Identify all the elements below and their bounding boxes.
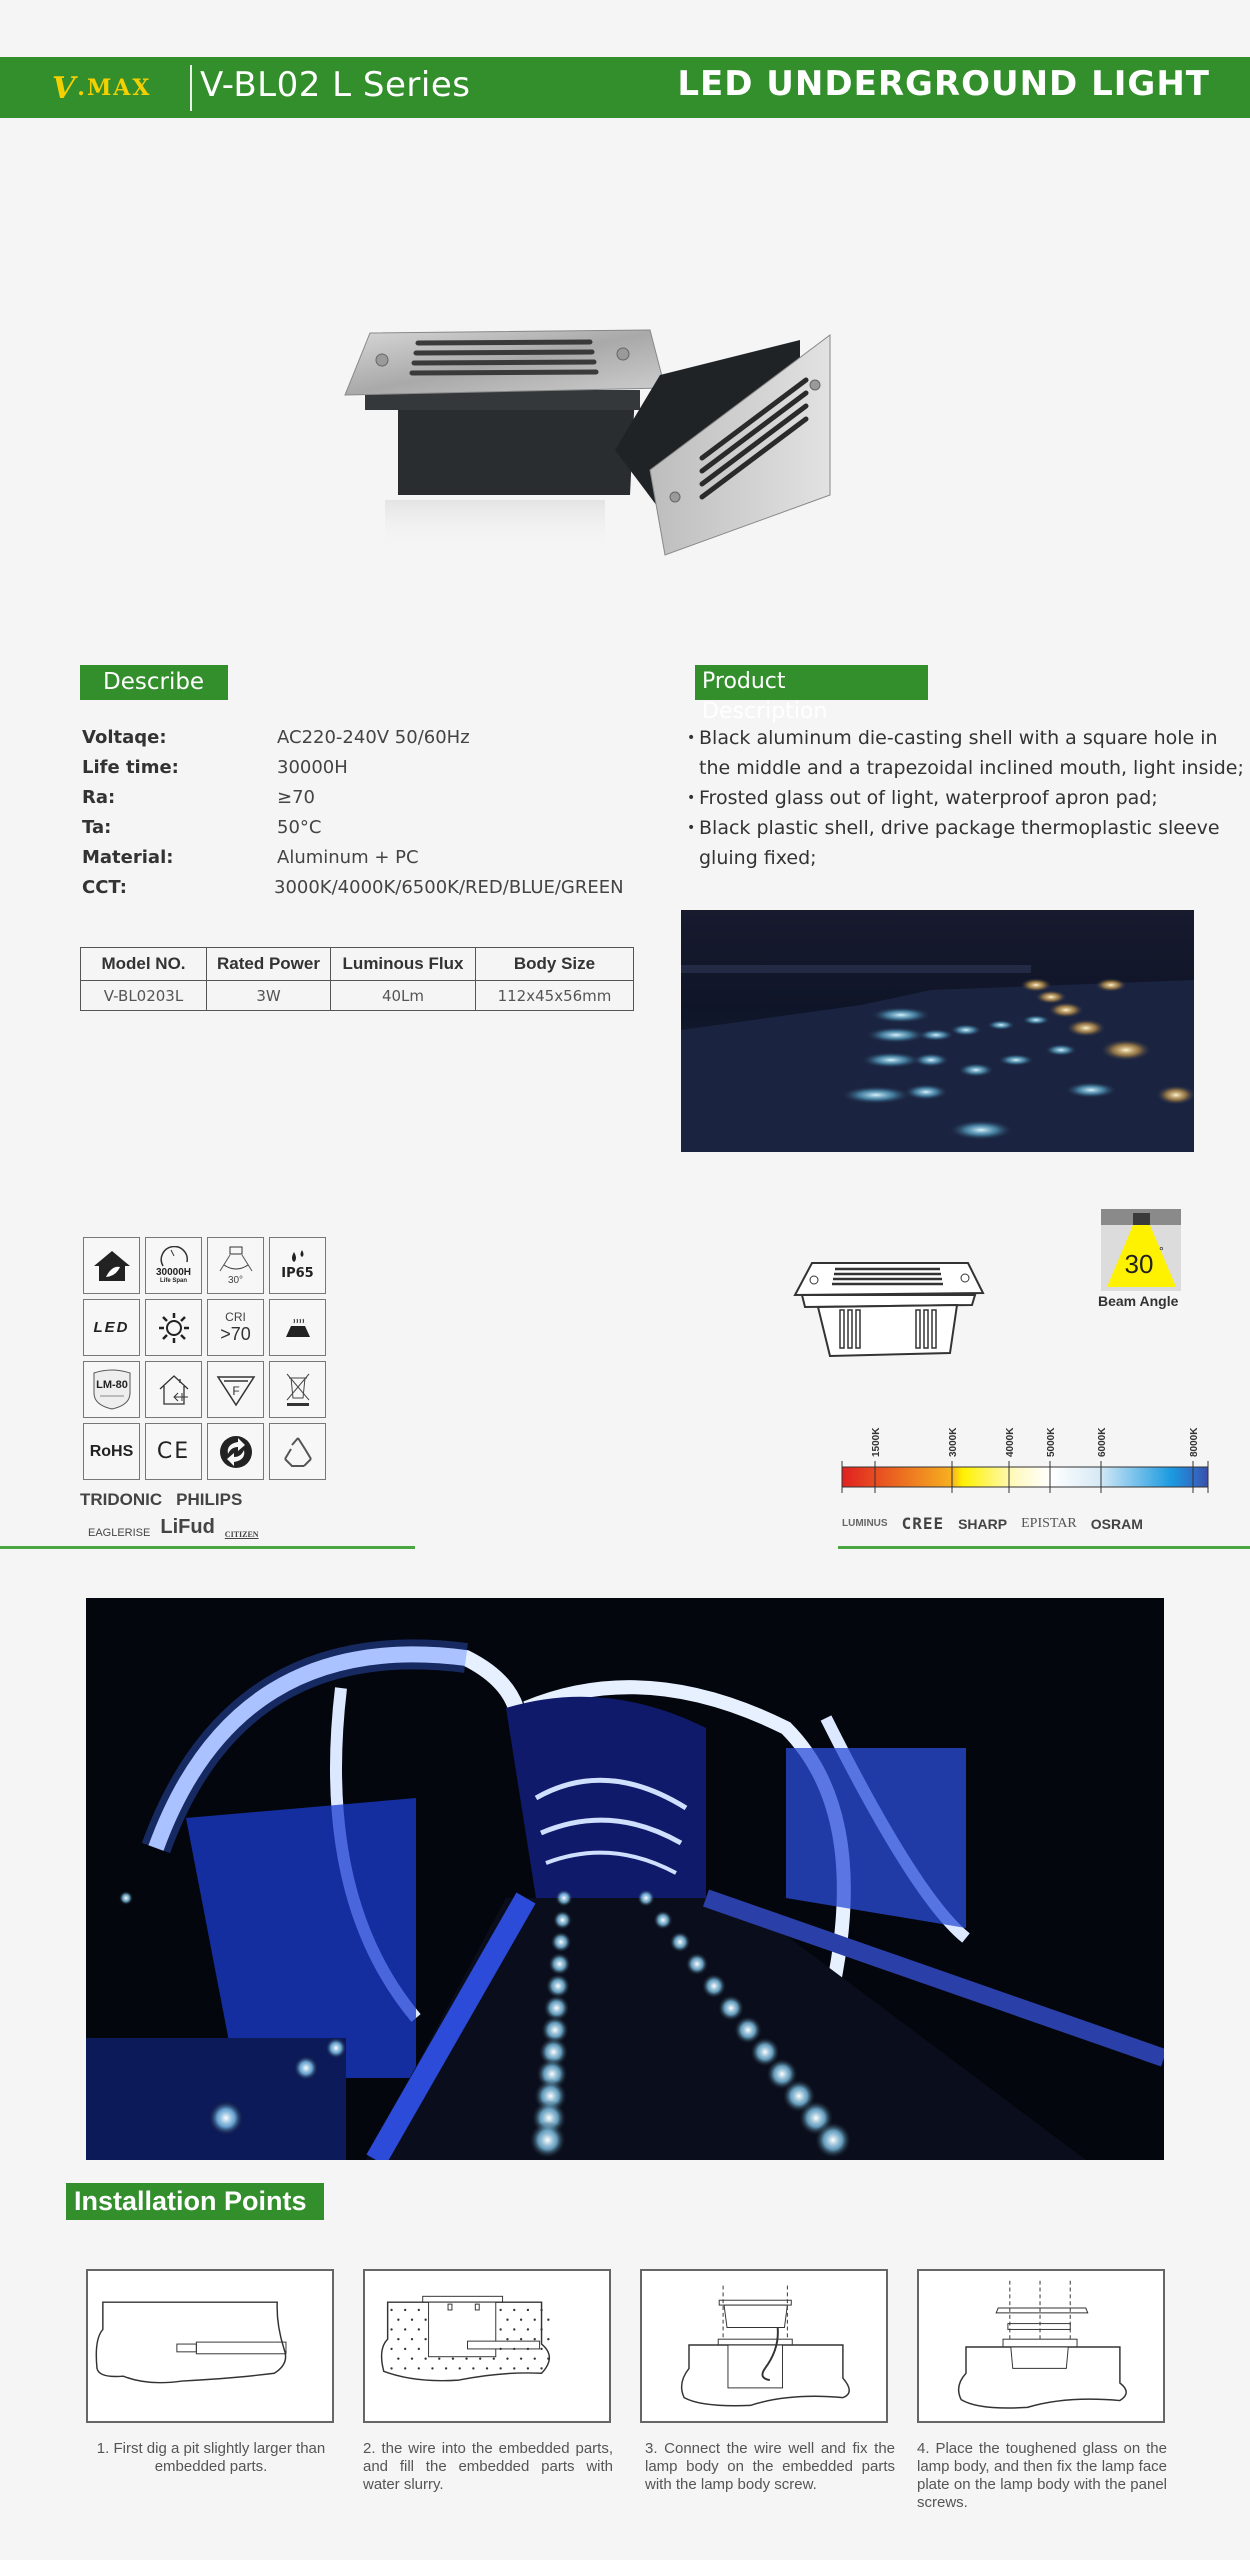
section-divider	[838, 1546, 1250, 1549]
cell-power: 3W	[207, 981, 331, 1011]
night-steps-photo	[681, 910, 1194, 1152]
stair-light	[718, 1995, 745, 2022]
cct-tick-label: 5000K	[1046, 1427, 1057, 1457]
green-dot-icon	[207, 1423, 264, 1480]
header-banner	[0, 57, 1250, 118]
ip65-label: IP65	[281, 1266, 314, 1281]
concrete-dot	[411, 2338, 413, 2340]
description-bullet: • Black plastic shell, drive package thermoplastic sleeve gluing fixed;	[687, 813, 1247, 873]
brand-eaglerise: EAGLERISE	[88, 1527, 151, 1539]
concrete-dot	[520, 2357, 522, 2359]
spec-label: Material:	[82, 846, 174, 868]
sun-icon	[145, 1299, 202, 1356]
cri-value: >70	[220, 1324, 251, 1344]
concrete-dot	[397, 2338, 399, 2340]
ip65-icon	[269, 1237, 326, 1294]
beam-angle-value: 30	[1124, 1249, 1154, 1279]
concrete-dot	[527, 2328, 529, 2330]
install-step-2-diagram	[363, 2269, 611, 2423]
concrete-dot	[506, 2319, 508, 2321]
concrete-dot	[418, 2348, 420, 2350]
lifespan-icon	[145, 1237, 202, 1294]
concrete-dot	[527, 2348, 529, 2350]
install-step-2-text: 2. the wire into the embedded parts, and fill the embedded parts with water slurry.	[363, 2440, 613, 2493]
spec-row	[82, 842, 662, 872]
concrete-dot	[431, 2367, 433, 2369]
spec-value: AC220-240V 50/60Hz	[277, 726, 470, 748]
concrete-dot	[534, 2319, 536, 2321]
concrete-dot	[534, 2338, 536, 2340]
concrete-dot	[527, 2309, 529, 2311]
f-mark-label: F	[231, 1383, 240, 1398]
concrete-dot	[424, 2319, 426, 2321]
concrete-dot	[390, 2367, 392, 2369]
brand-philips: PHILIPS	[176, 1490, 243, 1509]
spec-label: Voltaqe:	[82, 726, 167, 748]
col-header: Rated Power	[207, 948, 331, 981]
concrete-dot	[404, 2309, 406, 2311]
spec-row	[82, 812, 662, 842]
spec-label: Ta:	[82, 816, 112, 838]
cri-icon	[207, 1299, 264, 1356]
stair-light	[550, 1931, 572, 1953]
spec-value: Aluminum + PC	[277, 846, 419, 868]
beam-angle-label: Beam Angle	[1098, 1293, 1179, 1309]
brand-tridonic: TRIDONIC	[80, 1490, 163, 1509]
concrete-dot	[479, 2357, 481, 2359]
stair-light	[685, 1952, 708, 1975]
install-step-1-text: 1. First dig a pit slightly larger than embedded parts.	[96, 2440, 326, 2475]
product-photo	[330, 300, 890, 590]
vmax-logo	[52, 69, 151, 107]
stair-light	[208, 2100, 244, 2136]
cct-color-scale	[836, 1415, 1216, 1505]
concrete-dot	[424, 2357, 426, 2359]
beam-30-icon	[207, 1237, 264, 1294]
stair-light	[529, 2121, 567, 2159]
stair-light	[553, 1910, 573, 1930]
spec-value: 50°C	[277, 816, 322, 838]
table-header-row	[81, 948, 634, 981]
cell-flux: 40Lm	[331, 981, 476, 1011]
series-title: V-BL02 L Series	[200, 65, 471, 105]
concrete-dot	[499, 2309, 501, 2311]
stair-light	[293, 2055, 318, 2080]
concrete-dot	[459, 2367, 461, 2369]
concrete-dot	[547, 2357, 549, 2359]
led-label: LED	[93, 1319, 130, 1336]
stair-light	[653, 1910, 673, 1930]
header-separator	[190, 65, 192, 111]
cell-model: V-BL0203L	[81, 981, 207, 1011]
concrete-dot	[404, 2328, 406, 2330]
concrete-dot	[418, 2309, 420, 2311]
brand-osram: OSRAM	[1090, 1515, 1143, 1532]
brand-luminus: LUMINUS	[842, 1518, 888, 1529]
lm80-label: LM-80	[95, 1378, 128, 1391]
section-divider	[0, 1546, 415, 1549]
install-step-4-text: 4. Place the toughened glass on the lamp body, and then fix the lamp face plate on the lamp body with the panel screws.	[917, 2440, 1167, 2511]
concrete-dot	[547, 2338, 549, 2340]
lifespan-sub: Life Span	[159, 1278, 187, 1284]
chip-brand-logos	[842, 1514, 1143, 1533]
stair-light	[701, 1973, 726, 1998]
heat-sink-icon	[269, 1299, 326, 1356]
concrete-dot	[404, 2348, 406, 2350]
feature-icon-grid	[83, 1237, 326, 1480]
concrete-dot	[493, 2357, 495, 2359]
recycle-icon	[269, 1423, 326, 1480]
spec-row	[82, 722, 662, 752]
screw	[670, 492, 680, 502]
cri-label: CRI	[225, 1310, 246, 1324]
concrete-dot	[540, 2348, 542, 2350]
col-header: Luminous Flux	[331, 948, 476, 981]
install-step-3-diagram	[640, 2269, 888, 2423]
spec-label: CCT:	[82, 876, 127, 898]
blue-bridge-photo	[86, 1598, 1164, 2160]
concrete-dot	[540, 2367, 542, 2369]
concrete-dot	[397, 2357, 399, 2359]
concrete-dot	[513, 2328, 515, 2330]
description-bullet: • Frosted glass out of light, waterproof apron pad;	[687, 783, 1247, 813]
model-table	[80, 947, 634, 1011]
spec-label: Ra:	[82, 786, 116, 808]
concrete-dot	[499, 2328, 501, 2330]
cct-tick-label: 6000K	[1097, 1427, 1108, 1457]
stair-light	[555, 1889, 573, 1907]
f-mark-icon	[207, 1361, 264, 1418]
ce-label: CE	[156, 1439, 191, 1464]
describe-heading: Describe	[80, 665, 228, 700]
cct-tick-label: 3000K	[948, 1427, 959, 1457]
led-icon	[83, 1299, 140, 1356]
stair-light	[325, 2037, 347, 2059]
eco-house-icon	[83, 1237, 140, 1294]
lm80-icon	[83, 1361, 140, 1418]
cct-gradient-bar	[842, 1467, 1208, 1487]
stair-light	[548, 1952, 571, 1975]
cell-size: 112x45x56mm	[476, 981, 634, 1011]
table-row	[81, 981, 634, 1011]
concrete-dot	[438, 2357, 440, 2359]
rohs-label: RoHS	[89, 1442, 134, 1460]
brand-epistar: EPISTAR	[1021, 1515, 1077, 1531]
spec-value: ≥70	[277, 786, 315, 808]
cct-tick-label: 1500K	[871, 1427, 882, 1457]
brand-lifud: LiFud	[160, 1516, 215, 1538]
stair-light	[669, 1931, 691, 1953]
concrete-dot	[418, 2367, 420, 2369]
category-title: LED UNDERGROUND LIGHT	[677, 64, 1210, 104]
concrete-dot	[547, 2319, 549, 2321]
install-step-3-text: 3. Connect the wire well and fix the lamp body on the embedded parts with the lamp body screw.	[645, 2440, 895, 2493]
brand-cree: CREE	[901, 1514, 945, 1533]
col-header: Model NO.	[81, 948, 207, 981]
lamp-line-drawing	[790, 1258, 985, 1360]
weee-bin-icon	[269, 1361, 326, 1418]
concrete-dot	[390, 2309, 392, 2311]
concrete-dot	[540, 2328, 542, 2330]
stair-light	[637, 1889, 655, 1907]
description-list	[687, 723, 1247, 873]
concrete-dot	[465, 2357, 467, 2359]
install-step-4-diagram	[917, 2269, 1165, 2423]
beam-angle-unit: °	[1159, 1244, 1164, 1258]
concrete-dot	[520, 2319, 522, 2321]
brand-sharp: SHARP	[958, 1515, 1008, 1532]
product-description-heading: Product Description	[695, 665, 928, 700]
logo-text: .MAX	[77, 75, 152, 101]
spec-label: Life time:	[82, 756, 179, 778]
spec-row	[82, 782, 662, 812]
cct-tick-label: 8000K	[1189, 1427, 1200, 1457]
screw	[617, 348, 629, 360]
concrete-dot	[540, 2309, 542, 2311]
stair-light	[119, 1891, 133, 1905]
concrete-dot	[527, 2367, 529, 2369]
rohs-icon	[83, 1423, 140, 1480]
structure-right	[786, 1748, 966, 1928]
beam-angle-diagram	[1101, 1209, 1181, 1291]
concrete-dot	[499, 2348, 501, 2350]
logo-mark: V	[52, 70, 76, 106]
concrete-dot	[411, 2319, 413, 2321]
concrete-dot	[418, 2328, 420, 2330]
concrete-dot	[513, 2367, 515, 2369]
screw	[376, 354, 388, 366]
spec-list	[82, 722, 662, 902]
brand-citizen: CITIZEN	[224, 1530, 259, 1539]
reflection	[385, 500, 605, 550]
col-header: Body Size	[476, 948, 634, 981]
concrete-dot	[513, 2309, 515, 2311]
concrete-dot	[445, 2367, 447, 2369]
ce-icon	[145, 1423, 202, 1480]
spec-value: 3000K/4000K/6500K/RED/BLUE/GREEN	[274, 876, 624, 898]
concrete-dot	[390, 2348, 392, 2350]
concrete-dot	[506, 2357, 508, 2359]
driver-brand-logos	[80, 1490, 340, 1539]
bridge	[681, 965, 1031, 973]
beam-icon-label: 30°	[227, 1275, 244, 1286]
lifespan-value: 30000H	[155, 1267, 192, 1278]
indoor-house-icon	[145, 1361, 202, 1418]
concrete-dot	[452, 2357, 454, 2359]
installation-heading: Installation Points	[66, 2183, 324, 2220]
concrete-dot	[506, 2338, 508, 2340]
concrete-dot	[424, 2338, 426, 2340]
concrete-dot	[390, 2328, 392, 2330]
cct-tick-label: 4000K	[1005, 1427, 1016, 1457]
screw	[810, 380, 820, 390]
install-step-1-diagram	[86, 2269, 334, 2423]
spec-row	[82, 752, 662, 782]
concrete-dot	[534, 2357, 536, 2359]
concrete-dot	[397, 2319, 399, 2321]
spec-row	[82, 872, 662, 902]
concrete-dot	[404, 2367, 406, 2369]
concrete-dot	[499, 2367, 501, 2369]
concrete-dot	[513, 2348, 515, 2350]
concrete-dot	[411, 2357, 413, 2359]
stair-light	[814, 2121, 852, 2159]
description-bullet: • Black aluminum die-casting shell with a square hole in the middle and a trapezoidal inclined mouth, light inside;	[687, 723, 1247, 783]
concrete-dot	[520, 2338, 522, 2340]
concrete-dot	[486, 2367, 488, 2369]
concrete-dot	[472, 2367, 474, 2369]
spec-value: 30000H	[277, 756, 348, 778]
